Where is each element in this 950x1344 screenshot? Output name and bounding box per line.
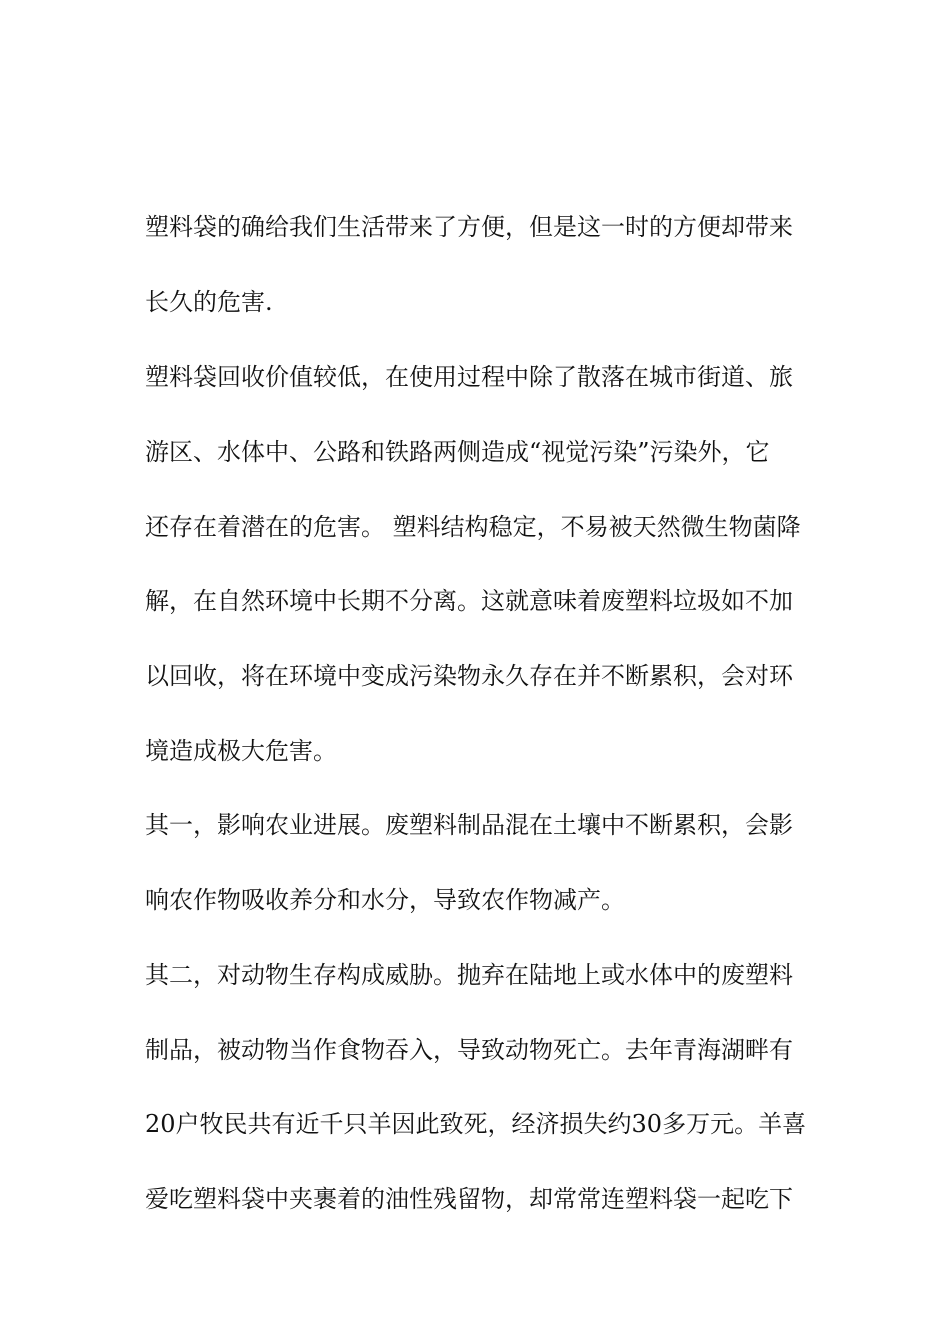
text-line: 20户牧民共有近千只羊因此致死，经济损失约30多万元。羊喜 [145,1110,807,1138]
text-line: 以回收，将在环境中变成污染物永久存在并不断累积，会对环 [145,662,793,690]
text-line: 游区、水体中、公路和铁路两侧造成“视觉污染”污染外，它 [145,438,770,466]
text-line: 境造成极大危害。 [145,737,337,765]
text-line: 长久的危害. [145,288,273,316]
text-line: 其一，影响农业进展。废塑料制品混在土壤中不断累积，会影 [145,811,793,839]
text-line: 解，在自然环境中长期不分离。这就意味着废塑料垃圾如不加 [145,587,793,615]
text-line: 其二，对动物生存构成威胁。抛弃在陆地上或水体中的废塑料 [145,961,793,989]
text-line: 爱吃塑料袋中夹裹着的油性残留物，却常常连塑料袋一起吃下 [145,1185,793,1213]
text-line: 响农作物吸收养分和水分，导致农作物减产。 [145,886,625,914]
text-line: 还存在着潜在的危害。 塑料结构稳定，不易被天然微生物菌降 [145,513,801,541]
text-line: 塑料袋回收价值较低，在使用过程中除了散落在城市街道、旅 [145,363,793,391]
text-line: 塑料袋的确给我们生活带来了方便，但是这一时的方便却带来 [145,213,793,241]
text-line: 制品，被动物当作食物吞入，导致动物死亡。去年青海湖畔有 [145,1036,793,1064]
